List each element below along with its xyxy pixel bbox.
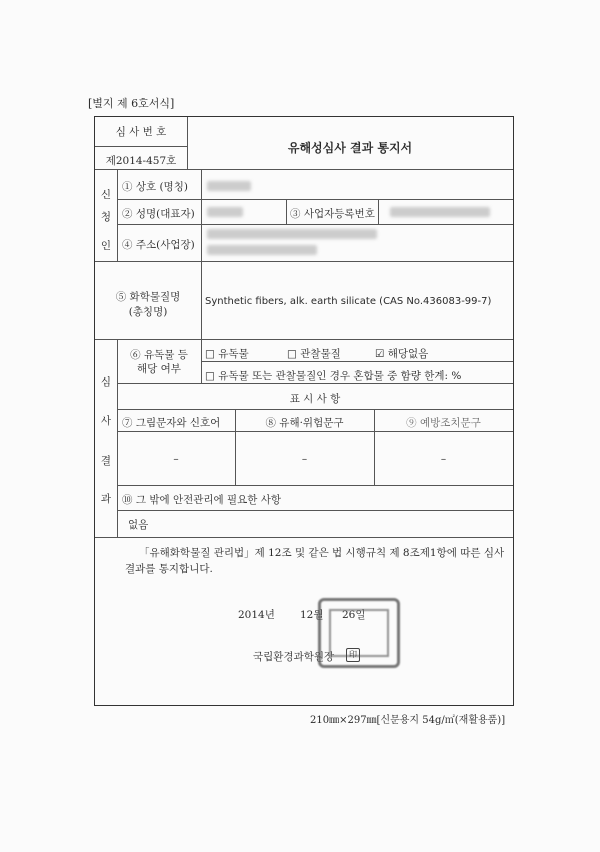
rule bbox=[117, 485, 513, 486]
company-name-label: ① 상호 (명칭) bbox=[122, 181, 188, 193]
pictogram-column-heading: ⑦ 그림문자와 신호어 bbox=[122, 417, 221, 429]
rule bbox=[95, 169, 513, 170]
precaution-column-heading: ⑨ 예방조치문구 bbox=[406, 417, 481, 429]
chemical-name-label: ⑤ 화학물질명 bbox=[115, 291, 181, 303]
rule bbox=[117, 169, 118, 261]
address-label: ④ 주소(사업장) bbox=[122, 239, 195, 251]
rule bbox=[201, 361, 513, 362]
chemical-name-value: Synthetic fibers, alk. earth silicate (CAS No.436083-99-7) bbox=[205, 296, 492, 307]
notice-line-1: 「유해화학물질 관리법」제 12조 및 같은 법 시행규칙 제 8조제1항에 따른 심사 bbox=[139, 547, 505, 559]
option-toxic-checkbox: □ 유독물 bbox=[205, 348, 249, 360]
rule bbox=[117, 224, 513, 225]
precaution-value: – bbox=[440, 453, 447, 465]
option-none-checkbox: ☑ 해당없음 bbox=[375, 348, 429, 360]
rule bbox=[378, 199, 379, 224]
notice-form bbox=[94, 116, 514, 706]
rule bbox=[95, 537, 513, 538]
rule bbox=[95, 261, 513, 262]
date-month: 12월 bbox=[300, 609, 324, 621]
representative-label: ② 성명(대표자) bbox=[122, 208, 195, 220]
rule bbox=[95, 339, 513, 340]
hazard-column-heading: ⑧ 유해·위험문구 bbox=[265, 417, 344, 429]
redacted-address-line2 bbox=[207, 245, 317, 255]
hazard-value: – bbox=[301, 453, 308, 465]
label-section-heading: 표 시 사 항 bbox=[289, 393, 341, 405]
side-label-char: 심 bbox=[100, 376, 112, 388]
toxic-status-label: ⑥ 유독물 등 bbox=[130, 349, 188, 361]
date-year: 2014년 bbox=[238, 609, 275, 621]
rule bbox=[95, 146, 187, 147]
side-label-char: 신 bbox=[100, 189, 112, 201]
notice-line-2: 결과를 통지합니다. bbox=[125, 563, 213, 575]
rule bbox=[117, 409, 513, 410]
rule bbox=[117, 383, 513, 384]
rule bbox=[201, 169, 202, 261]
rule bbox=[201, 261, 202, 339]
side-label-char: 결 bbox=[100, 455, 112, 467]
mixture-limit-line: □ 유독물 또는 관찰물질인 경우 혼합물 중 함량 한계: % bbox=[205, 370, 462, 382]
review-number-value: 제2014-457호 bbox=[105, 155, 177, 167]
toxic-status-label-2: 해당 여부 bbox=[137, 363, 181, 375]
pictogram-value: – bbox=[173, 453, 179, 465]
generic-name-label: (총칭명) bbox=[128, 306, 168, 318]
side-label-char: 과 bbox=[100, 493, 112, 505]
issuer-name: 국립환경과학원장 bbox=[253, 651, 335, 663]
business-reg-label: ③ 사업자등록번호 bbox=[290, 208, 375, 220]
rule bbox=[117, 199, 513, 200]
rule bbox=[117, 431, 513, 432]
rule bbox=[117, 510, 513, 511]
redacted-company-name bbox=[207, 181, 251, 191]
side-label-char: 사 bbox=[100, 415, 112, 427]
option-observation-checkbox: □ 관찰물질 bbox=[287, 348, 341, 360]
date-day: 26일 bbox=[342, 609, 366, 621]
other-info-label: ⑩ 그 밖에 안전관리에 필요한 사항 bbox=[122, 494, 282, 506]
review-number-label: 심 사 번 호 bbox=[115, 126, 167, 138]
seal-mark: 印 bbox=[346, 648, 360, 662]
document-title: 유해성심사 결과 통지서 bbox=[287, 141, 413, 155]
side-label-char: 청 bbox=[100, 211, 112, 223]
side-label-char: 인 bbox=[100, 240, 112, 252]
redacted-address-line1 bbox=[207, 229, 377, 239]
paper-spec-footer: 210㎜×297㎜[신문용지 54g/㎡(재활용품)] bbox=[310, 715, 506, 726]
form-code: [별지 제 6호서식] bbox=[88, 97, 175, 110]
redacted-business-number bbox=[390, 207, 490, 217]
other-info-value: 없음 bbox=[128, 519, 149, 531]
redacted-representative bbox=[207, 207, 243, 217]
rule bbox=[286, 199, 287, 224]
